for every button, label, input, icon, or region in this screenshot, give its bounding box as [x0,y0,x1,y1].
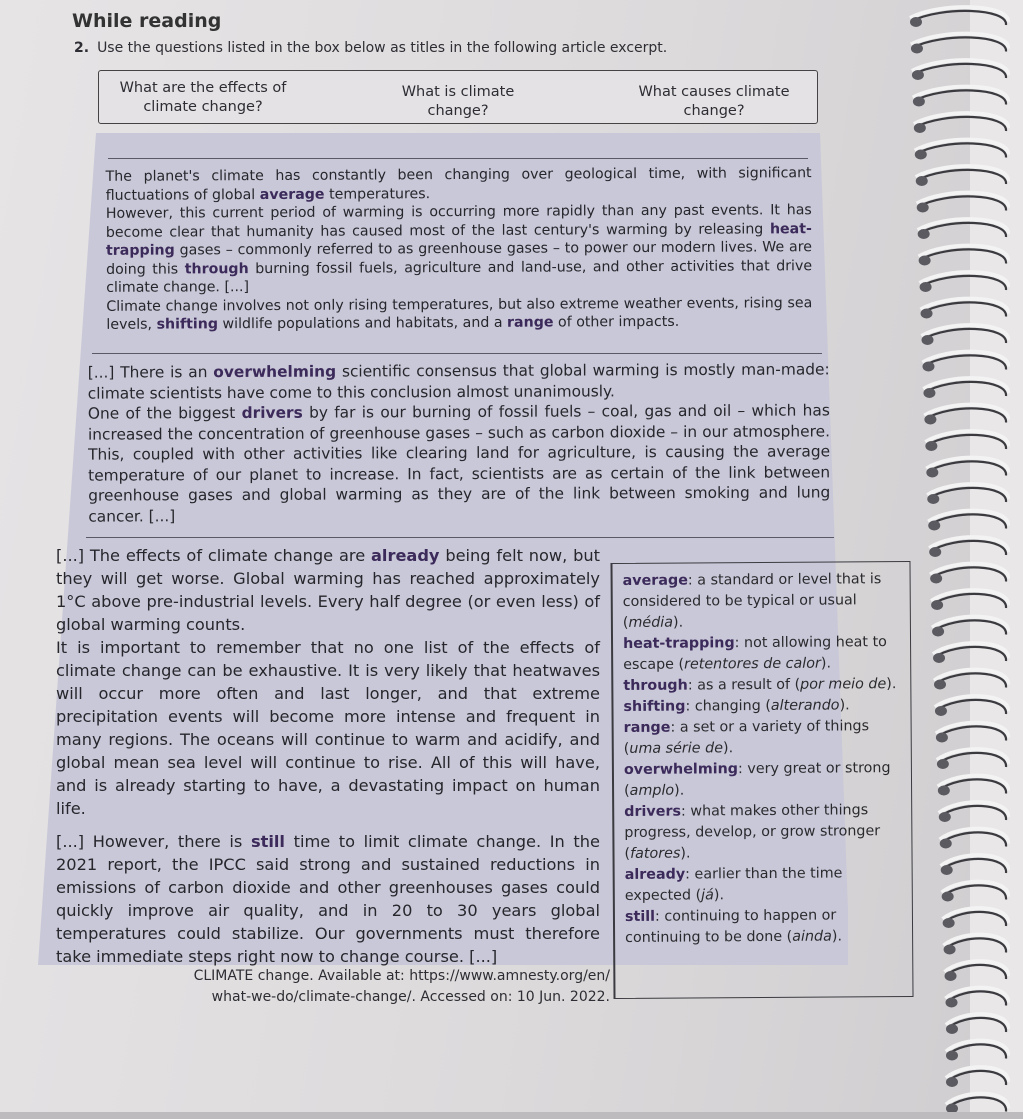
binding-hole [937,759,949,769]
binding-hole [934,680,946,690]
binding-hole [932,627,944,637]
article-paragraph-3b: It is important to remember that no one list of the effects of climate change can be exhaustive. It is very likely that heatwaves will occur more often and last longer, and that extreme precipitation events will become more intense and frequent in many regions. The oceans will continue to warm and acidify, and global mean sea level will continue to rise. All of this will have, and is already starting to have, a devastating impact on human life. [56,638,600,818]
keyword-overwhelming: overwhelming [213,362,337,382]
instruction-text: Use the questions listed in the box below as titles in the following article excerpt. [97,40,668,56]
glossary-translation: uma série de [629,740,724,757]
title-blank-line-2 [92,353,822,354]
glossary-term: still [624,908,656,925]
keyword-shifting: shifting [156,316,219,333]
question-box [98,70,818,124]
binding-hole [915,150,927,160]
question-what-is-line1: What is climate [401,84,515,100]
binding-hole [946,998,958,1008]
binding-hole [938,786,950,796]
keyword-heat-trapping: heat-trapping [105,220,812,259]
page-edge [0,1112,1023,1119]
glossary-term: average [622,572,688,589]
glossary-box [610,561,913,999]
question-causes-line2: change? [683,103,745,119]
keyword-drivers: drivers [241,403,303,422]
keyword-already: already [370,546,440,565]
binding-hole [930,574,942,584]
binding-hole [918,229,930,239]
glossary-term: drivers [624,803,682,820]
binding-hole [910,17,922,27]
article-paragraph-2: [...] There is an overwhelming scientific consensus that global warming is mostly man-made: climate scientists have come to this conclusion almost unanimously. One of the biggest drivers by far is our burning of fossil fuels – coal, gas and oil – which has increased the concentration of greenhouse gases – such as carbon dioxide – in our atmosphere. This, coupled with other activities like clearing land for agriculture, is causing the average temperature of our planet to increase. In fact, scientists are as certain of the link between greenhouse gases and global warming as they are of the link between smoking and lung cancer. [...] [87,360,831,526]
glossary-term: through [623,677,688,694]
glossary-entry: average: a standard or level that is considered to be typical or usual (média). [622,571,882,631]
binding-hole [924,415,936,425]
glossary-entry: still: continuing to happen or continuing to be done (ainda). [624,907,843,946]
keyword-through: through [184,260,249,277]
article-paragraph-3a: [...] The effects of climate change are already being felt now, but they will get worse. Global warming has reached approximately 1°C above pre-industrial levels. Every half degree (or even less) of global warming counts. [56,546,601,634]
binding-hole [927,494,939,504]
binding-hole [933,653,945,663]
binding-hole [943,918,955,928]
keyword-still: still [250,832,285,851]
glossary-term: range [623,719,671,736]
binding-hole [921,309,933,319]
binding-hole [912,70,924,80]
binding-hole [931,600,943,610]
instruction [74,40,667,56]
glossary-translation: fatores [630,845,681,862]
binding-hole [922,335,934,345]
binding-hole [917,203,929,213]
binding-hole [941,865,953,875]
glossary-translation: já [701,887,714,904]
binding-hole [942,892,954,902]
binding-hole [916,176,928,186]
binding-hole [946,1024,958,1034]
section-title: While reading [72,10,222,32]
source-line-1: CLIMATE change. Available at: https://www.amnesty.org/en/ [193,968,610,984]
glossary-entry: through: as a result of (por meio de). [623,676,897,694]
binding-hole [940,839,952,849]
glossary-entry: overwhelming: very great or strong (amplo). [623,760,891,799]
spiral-binding [900,0,1023,1119]
article-paragraph-1: The planet's climate has constantly been changing over geological time, with significant fluctuations of global average temperatures. However, this current period of warming is occurring more rapidly than any past events. It has become clear that humanity has caused most of the last century's warming by releasing heat-trapping gases – commonly referred to as greenhouse gases – to power our modern lives. We are doing this through burning fossil fuels, agriculture and land-use, and other activities that drive climate change. [...] Climate change involves not only rising temperatures, but also extreme weather events, rising sea levels, shifting wildlife populations and habitats, and a range of other impacts. [105,165,813,333]
glossary-entry: shifting: changing (alterando). [623,697,850,715]
question-effects-line2: climate change? [143,99,263,115]
binding-hole [922,362,934,372]
title-blank-line-3 [86,537,834,538]
question-effects [113,79,293,117]
binding-hole [913,97,925,107]
binding-hole [929,547,941,557]
glossary-entry: already: earlier than the time expected (já). [624,865,843,904]
binding-hole [914,123,926,133]
glossary-term: shifting [623,698,686,715]
instruction-number: 2. [74,40,90,56]
glossary-translation: por meio de [800,676,887,693]
source-citation [160,966,610,1008]
binding-hole [939,812,951,822]
binding-hole [923,388,935,398]
glossary-translation: média [628,614,674,631]
question-what-is-line2: change? [427,103,489,119]
keyword-range: range [506,314,554,331]
glossary-term: already [624,866,686,883]
glossary-translation: amplo [629,782,675,799]
binding-hole [919,256,931,266]
keyword-average: average [259,186,325,203]
binding-hole [911,44,923,54]
glossary-translation: alterando [770,697,840,714]
glossary-translation: ainda [792,928,832,945]
question-causes-line1: What causes climate [638,84,790,100]
glossary-entry: heat-trapping: not allowing heat to escape (retentores de calor). [622,634,887,673]
question-effects-line1: What are the effects of [119,80,287,96]
binding-hole [920,282,932,292]
source-line-2: what-we-do/climate-change/. Accessed on: 10 Jun. 2022. [211,989,610,1005]
glossary-entry: range: a set or a variety of things (uma série de). [623,718,870,757]
glossary-entry: drivers: what makes other things progress, develop, or grow stronger (fatores). [624,802,881,862]
binding-hole [928,521,940,531]
question-causes [629,83,799,121]
binding-hole [944,945,956,955]
glossary-term: overwhelming [623,761,739,778]
article-paragraph-3 [56,544,600,968]
question-what-is [383,83,533,121]
binding-hole [936,733,948,743]
binding-hole [946,1051,958,1061]
glossary-translation: retentores de calor [684,655,821,673]
binding-hole [925,441,937,451]
article-paragraph-3c: [...] However, there is still time to limit climate change. In the 2021 report, the IPCC said strong and sustained reductions in emissions of carbon dioxide and other greenhouses gases could quickly improve air quality, and in 20 to 30 years global temperatures could stabilize. Our governments must therefore take immediate steps right now to change course. [...] [56,832,601,966]
binding-hole [935,706,947,716]
binding-hole [946,1077,958,1087]
title-blank-line-1 [108,158,808,159]
binding-hole [926,468,938,478]
binding-hole [945,971,957,981]
glossary-term: heat-trapping [622,635,735,652]
